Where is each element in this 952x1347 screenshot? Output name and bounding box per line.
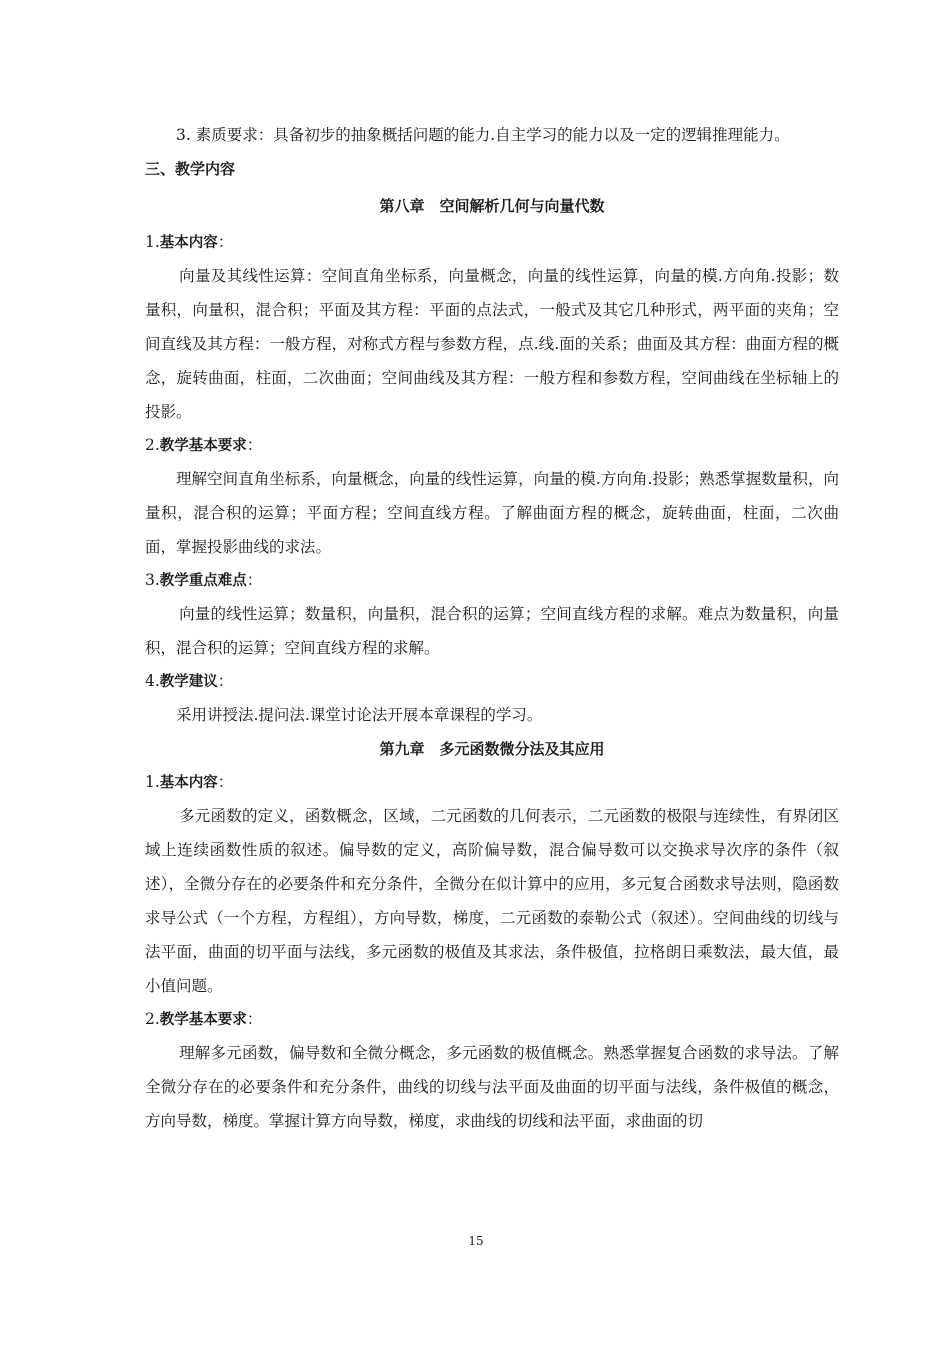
ch8-basic-num: 1. bbox=[145, 233, 160, 251]
ch8-req-heading bbox=[145, 429, 839, 462]
ch8-sug-num: 4. bbox=[145, 672, 160, 690]
colon: ： bbox=[217, 233, 234, 251]
ch8-key-num: 3. bbox=[145, 571, 160, 589]
quality-requirement-line: 3. 素质要求：具备初步的抽象概括问题的能力.自主学习的能力以及一定的逻辑推理能力。 bbox=[176, 126, 790, 144]
ch8-basic-text: 向量及其线性运算：空间直角坐标系，向量概念，向量的线性运算，向量的模.方向角.投影；数量积，向量积，混合积；平面及其方程：平面的点法式，一般式及其它几种形式，两平面的夹角；空间直线及其方程：一般方程，对称式方程与参数方程，点.线.面的关系；曲面及其方程：曲面方程的概念，旋转曲面，柱面，二次曲面；空间曲线及其方程：一般方程和参数方程，空间曲线在坐标轴上的投影。 bbox=[145, 267, 839, 421]
ch9-req-text: 理解多元函数，偏导数和全微分概念，多元函数的极值概念。熟悉掌握复合函数的求导法。了解全微分存在的必要条件和充分条件，曲线的切线与法平面及曲面的切平面与法线，条件极值的概念，方向导数，梯度。掌握计算方向导数，梯度，求曲线的切线和法平面，求曲面的切 bbox=[145, 1044, 839, 1130]
ch9-req-num: 2. bbox=[145, 1010, 160, 1028]
ch9-basic-label: 基本内容 bbox=[159, 775, 218, 791]
ch9-req-heading bbox=[145, 1003, 839, 1036]
chapter8-title: 第八章 空间解析几何与向量代数 bbox=[379, 197, 605, 215]
ch8-req-text: 理解空间直角坐标系，向量概念，向量的线性运算，向量的模.方向角.投影；熟悉掌握数量积，向量积，混合积的运算；平面方程；空间直线方程。了解曲面方程的概念，旋转曲面，柱面，二次曲面，掌握投影曲线的求法。 bbox=[145, 470, 839, 556]
ch9-basic-text: 多元函数的定义，函数概念，区域，二元函数的几何表示，二元函数的极限与连续性，有界闭区域上连续函数性质的叙述。偏导数的定义，高阶偏导数，混合偏导数可以交换求导次序的条件（叙述），全微分存在的必要条件和充分条件，全微分在似计算中的应用，多元复合函数求导法则，隐函数求导公式（一个方程，方程组），方向导数，梯度，二元函数的泰勒公式（叙述）。空间曲线的切线与法平面，曲面的切平面与法线，多元函数的极值及其求法，条件极值，拉格朗日乘数法，最大值，最小值问题。 bbox=[145, 807, 839, 995]
colon: ： bbox=[217, 773, 234, 791]
colon: ： bbox=[217, 672, 234, 690]
ch9-req-label: 教学基本要求 bbox=[159, 1012, 247, 1028]
ch8-sug-label: 教学建议 bbox=[159, 674, 218, 690]
ch8-key-label: 教学重点难点 bbox=[159, 573, 247, 589]
document-page bbox=[145, 118, 839, 1138]
ch8-req-num: 2. bbox=[145, 436, 160, 454]
ch8-basic-label: 基本内容 bbox=[159, 235, 218, 251]
ch8-key-heading bbox=[145, 564, 839, 597]
page-number: 15 bbox=[468, 1234, 484, 1248]
ch8-sug-text: 采用讲授法.提问法.课堂讨论法开展本章课程的学习。 bbox=[176, 706, 543, 724]
ch8-req-label: 教学基本要求 bbox=[159, 438, 247, 454]
ch8-key-text: 向量的线性运算；数量积，向量积，混合积的运算；空间直线方程的求解。难点为数量积，向量积，混合积的运算；空间直线方程的求解。 bbox=[145, 605, 839, 657]
chapter9-title: 第九章 多元函数微分法及其应用 bbox=[379, 740, 605, 758]
ch8-basic-heading bbox=[145, 226, 839, 259]
colon: ： bbox=[246, 1010, 263, 1028]
ch9-basic-num: 1. bbox=[145, 773, 160, 791]
ch9-basic-heading bbox=[145, 766, 839, 799]
colon: ： bbox=[246, 571, 263, 589]
ch8-sug-heading bbox=[145, 665, 839, 698]
section-title: 三、教学内容 bbox=[145, 160, 236, 178]
colon: ： bbox=[246, 436, 263, 454]
